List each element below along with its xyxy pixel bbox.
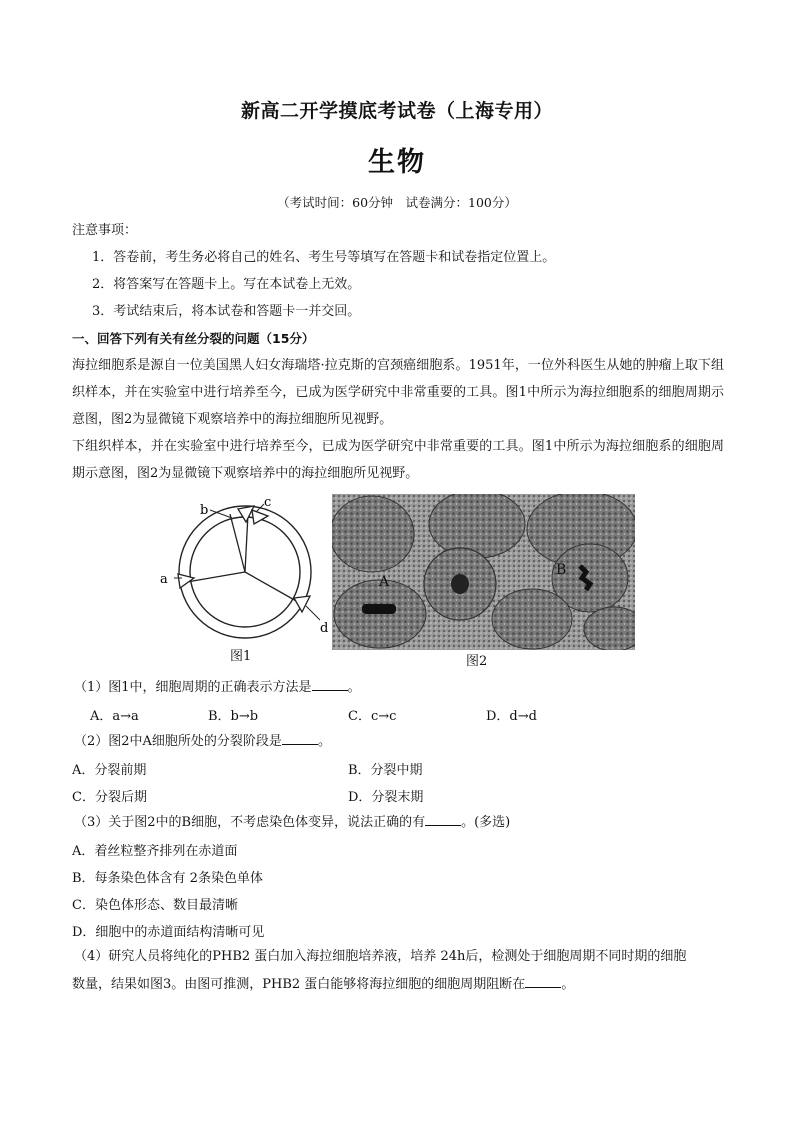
- q3-option-d: D．细胞中的赤道面结构清晰可见: [72, 925, 265, 940]
- notice-item: 3．考试结束后，将本试卷和答题卡一并交回。: [92, 304, 361, 319]
- arrow-d-icon: [294, 596, 310, 612]
- question-4-text: 数量，结果如图3。由图可推测，PHB2 蛋白能够将海拉细胞的细胞周期阻断在: [72, 977, 526, 992]
- answer-blank: [425, 813, 461, 826]
- cell-label-b: B: [556, 562, 567, 578]
- leader-d: [306, 606, 320, 620]
- label-a: a: [160, 572, 168, 587]
- question-4-end: 。: [561, 977, 575, 992]
- q2-option-a: A．分裂前期: [72, 763, 147, 778]
- q3-option-b: B．每条染色体含有 2条染色单体: [72, 871, 263, 886]
- q1-option-c: C．c→c: [348, 709, 397, 724]
- question-2-end: 。: [317, 734, 331, 749]
- cycle-line-d: [245, 572, 298, 602]
- section-heading: 一、回答下列有关有丝分裂的问题（15分）: [72, 331, 315, 346]
- cell-label-a: A: [379, 574, 390, 590]
- figure-2-caption: 图2: [466, 654, 488, 669]
- question-4-line-1: （4）研究人员将纯化的PHB2 蛋白加入海拉细胞培养液，培养 24h后，检测处于细胞周期不同时期的细胞: [74, 949, 687, 964]
- q1-option-a: A．a→a: [90, 709, 139, 724]
- notice-item: 2．将答案写在答题卡上。写在本试卷上无效。: [92, 277, 361, 292]
- question-4-line-2: [72, 975, 574, 994]
- label-c: c: [264, 495, 272, 510]
- notice-item: 1．答卷前，考生务必将自己的姓名、考生号等填写在答题卡和试卷指定位置上。: [92, 250, 556, 265]
- answer-blank: [312, 678, 348, 691]
- question-2-stem: [74, 732, 331, 751]
- cycle-line-a: [187, 572, 245, 582]
- label-d: d: [320, 621, 329, 636]
- intro-paragraph-repeat: 下组织样本，并在实验室中进行培养至今，已成为医学研究中非常重要的工具。图1中所示为海拉细胞系的细胞周期示意图，图2为显微镜下观察培养中的海拉细胞所见视野。: [72, 439, 724, 481]
- answer-blank: [525, 975, 561, 988]
- question-1-stem: [74, 678, 361, 697]
- q2-option-c: C．分裂后期: [72, 790, 147, 805]
- q3-option-c: C．染色体形态、数目最清晰: [72, 898, 238, 913]
- q3-option-a: A．着丝粒整齐排列在赤道面: [72, 844, 238, 859]
- question-3-text: （3）关于图2中的B细胞，不考虑染色体变异，说法正确的有: [74, 815, 426, 830]
- notice-heading: 注意事项：: [72, 223, 138, 238]
- cell-a-chromosomes: [362, 604, 396, 614]
- answer-blank: [282, 732, 318, 745]
- question-3-end: 。(多选): [461, 815, 511, 830]
- exam-meta: （考试时间：60分钟 试卷满分：100分）: [277, 195, 517, 210]
- question-1-end: 。: [347, 680, 361, 695]
- figure-1-cell-cycle: [150, 492, 330, 664]
- exam-title: 新高二开学摸底考试卷（上海专用）: [240, 100, 553, 122]
- label-b: b: [200, 503, 209, 518]
- q1-option-d: D．d→d: [486, 709, 537, 724]
- question-2-text: （2）图2中A细胞所处的分裂阶段是: [74, 734, 282, 749]
- figure-2-micrograph: [332, 494, 635, 650]
- q2-option-d: D．分裂末期: [348, 790, 424, 805]
- cycle-line-b: [230, 514, 245, 572]
- q2-option-b: B．分裂中期: [348, 763, 423, 778]
- question-3-stem: [74, 813, 510, 832]
- q1-option-b: B．b→b: [208, 709, 259, 724]
- question-1-text: （1）图1中，细胞周期的正确表示方法是: [74, 680, 312, 695]
- intro-paragraph: 海拉细胞系是源自一位美国黑人妇女海瑞塔·拉克斯的宫颈癌细胞系。1951年，一位外科医生从她的肿瘤上取下组织样本，并在实验室中进行培养至今，已成为医学研究中非常重要的工具。图1中所示为海拉细胞系的细胞周期示意图，图2为显微镜下观察培养中的海拉细胞所见视野。: [72, 358, 724, 427]
- cycle-line-c: [245, 514, 248, 572]
- subject-title: 生物: [368, 147, 426, 178]
- arrow-c-icon: [252, 510, 268, 524]
- arrow-b-icon: [238, 506, 254, 522]
- figure-1-caption: 图1: [230, 649, 252, 664]
